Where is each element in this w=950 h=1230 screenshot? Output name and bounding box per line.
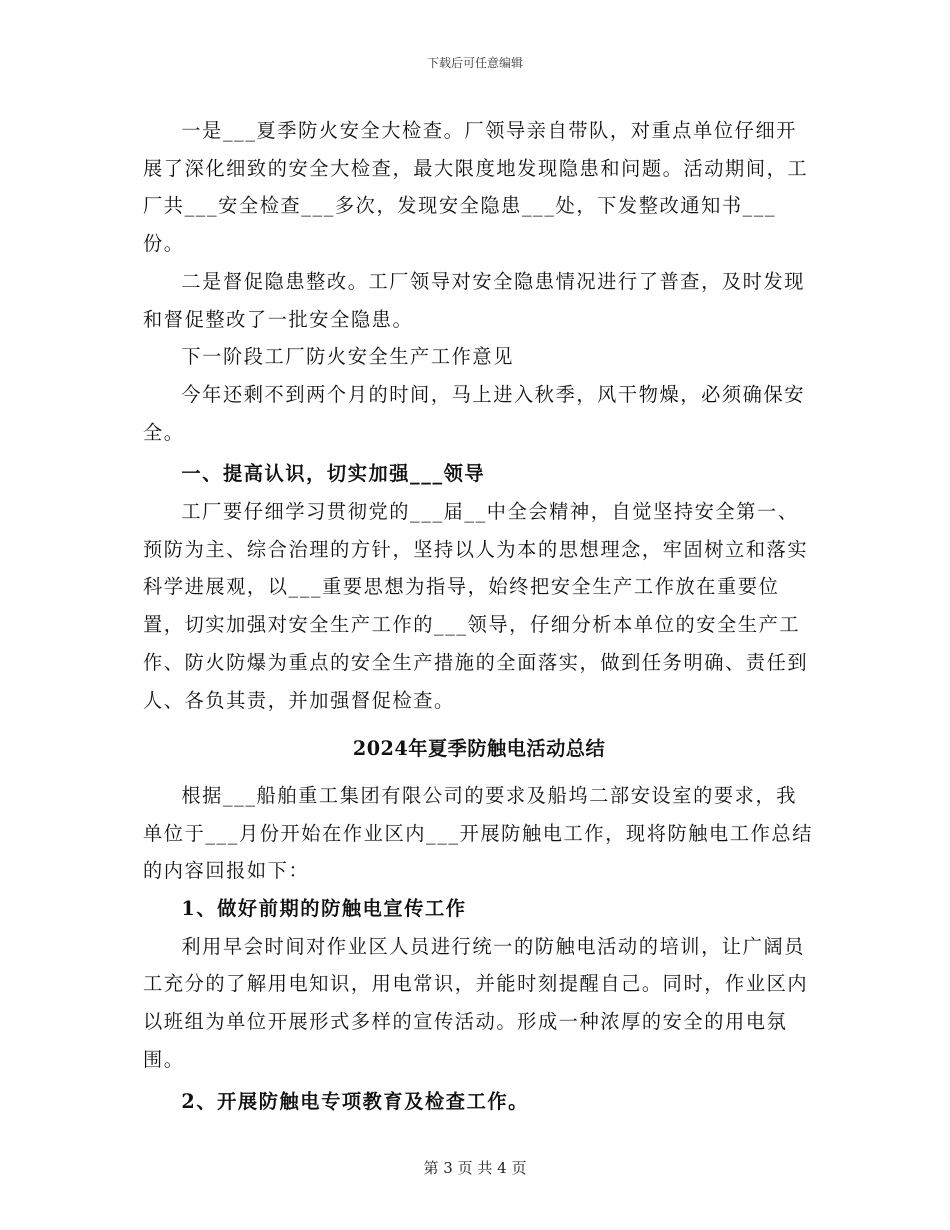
paragraph-autumn: 今年还剩不到两个月的时间，马上进入秋季，风干物燥，必须确保安全。 — [143, 382, 806, 444]
paragraph-inspection: 一是___夏季防火安全大检查。厂领导亲自带队，对重点单位仔细开展了深化细致的安全大检查，最大限度地发现隐患和问题。活动期间，工厂共___安全检查___多次，发现安全隐患___处，下发整改通知书___份。 — [143, 119, 809, 256]
paragraph-intro: 根据___船舶重工集团有限公司的要求及船坞二部安设室的要求，我单位于___月份开始在作业区内___开展防触电工作，现将防触电工作总结的内容回报如下： — [143, 783, 813, 883]
paragraph-rectification: 二是督促隐患整改。工厂领导对安全隐患情况进行了普查，及时发现和督促整改了一批安全隐患。 — [143, 269, 806, 331]
heading-publicity: 1、做好前期的防触电宣传工作 — [181, 897, 467, 921]
paragraph-next-stage: 下一阶段工厂防火安全生产工作意见 — [181, 345, 514, 369]
section-title: 2024年夏季防触电活动总结 — [352, 737, 606, 761]
page-footer: 第 3 页 共 4 页 — [423, 1159, 527, 1177]
paragraph-study: 工厂要仔细学习贯彻党的___届__中全会精神，自觉坚持安全第一、预防为主、综合治理的方针，坚持以人为本的思想理念，牢固树立和落实科学进展观，以___重要思想为指导，始终把安全生产工作放在重要位置，切实加强对安全生产工作的___领导，仔细分析本单位的安全生产工作、防火防爆为重点的安全生产措施的全面落实，做到任务明确、责任到人、各负其责，并加强督促检查。 — [143, 500, 809, 712]
page-header: 下载后可任意编辑 — [426, 56, 523, 70]
heading-raise-awareness: 一、提高认识，切实加强___领导 — [181, 462, 486, 486]
heading-special-education: 2、开展防触电专项教育及检查工作。 — [181, 1089, 529, 1113]
document-body — [143, 112, 815, 1120]
paragraph-training: 利用早会时间对作业区人员进行统一的防触电活动的培训，让广阔员工充分的了解用电知识，用电常识，并能时刻提醒自己。同时，作业区内以班组为单位开展形式多样的宣传活动。形成一种浓厚的安全的用电氛围。 — [143, 934, 809, 1071]
